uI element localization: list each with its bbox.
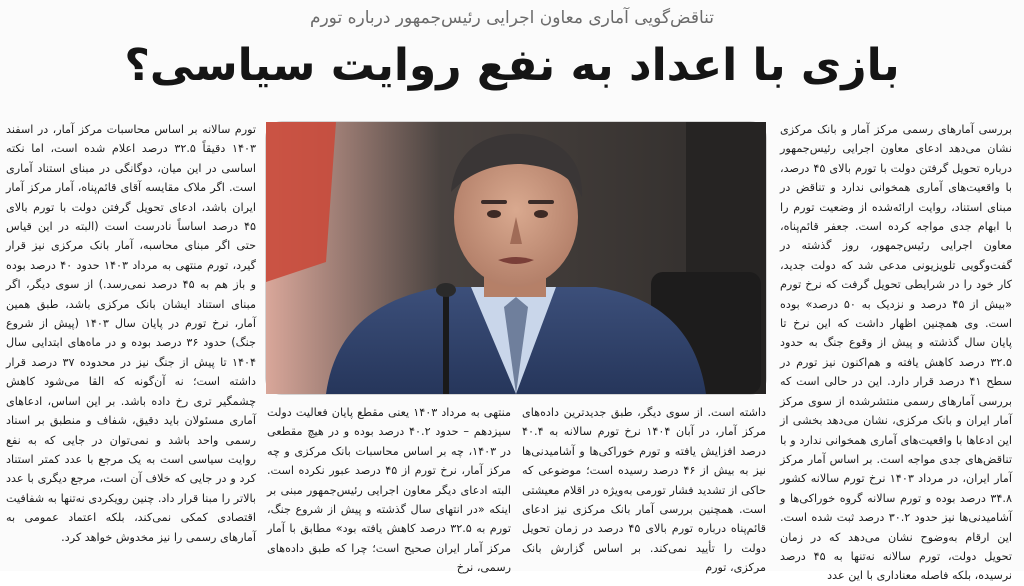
article-photo: [266, 122, 766, 394]
article-kicker: تناقض‌گویی آماری معاون اجرایی رئیس‌جمهور درباره تورم: [309, 8, 715, 28]
article-column-middle-left: [267, 403, 512, 575]
official-portrait-image: [266, 122, 766, 394]
article-column-middle-right: [522, 403, 767, 575]
column-middle-left-text: منتهی به مرداد ۱۴۰۳ یعنی مقطع پایان فعالیت دولت سیزدهم – حدود ۴۰.۲ درصد بوده و در هیچ مقطعی در ۱۴۰۳، چه بر اساس محاسبات بانک مرکزی و چه مرکز آمار، نرخ تورم از ۴۵ درصد عبور نکرده است. البته ادعای دیگر معاون اجرایی رئیس‌جمهور مبنی بر اینکه «در انتهای سال گذشته و پیش از شروع جنگ، تورم به ۳۲.۵ درصد کاهش یافته بود» مطابق با آمار مرکز آمار ایران صحیح است؛ چرا که طبق داده‌های رسمی، نرخ: [267, 406, 512, 575]
column-middle-right-text: داشته است. از سوی دیگر، طبق جدیدترین داده‌های مرکز آمار، در آبان ۱۴۰۴ نرخ تورم سالانه به ۴۰.۴ درصد افزایش یافته و تورم خوراکی‌ها و آشامیدنی‌ها نیز به بیش از ۴۶ درصد رسیده است؛ موضوعی که حاکی از تشدید فشار تورمی به‌ویژه در اقلام معیشتی است. همچنین بررسی آمار بانک مرکزی نیز ادعای قائم‌پناه درباره تورم بالای ۴۵ درصد در زمان تحویل دولت را تأیید نمی‌کند. بر اساس گزارش بانک مرکزی، تورم: [522, 406, 767, 575]
article-headline: بازی با اعداد به نفع روایت سیاسی؟: [124, 40, 900, 91]
article-column-left: [6, 120, 256, 571]
article-column-right: [780, 120, 1013, 583]
column-left-text: تورم سالانه بر اساس محاسبات مرکز آمار، در اسفند ۱۴۰۳ دقیقاً ۳۲.۵ درصد اعلام شده است، اما نکته اساسی در این میان، دوگانگی در مبنای استناد آماری است. اگر ملاک مقایسه آقای قائم‌پناه، آمار مرکز آمار ایران باشد، ادعای تحویل گرفتن دولت با تورم بالای ۴۵ درصد اساساً نادرست است (البته در این قیاس حتی اگر مبنای محاسبه، آمار بانک مرکزی نیز قرار گیرد، تورم منتهی به مرداد ۱۴۰۳ حدود ۴۰ درصد بوده و باز هم به ۴۵ درصد نمی‌رسد.) از سوی دیگر، اگر مبنای استناد ایشان بانک مرکزی باشد، طبق همین آمار، نرخ تورم در پایان سال ۱۴۰۳ (پیش از شروع جنگ) حدود ۳۶ درصد بوده و در ماه‌های ابتدایی سال ۱۴۰۴ تا پیش از جنگ نیز در محدوده ۳۷ درصد قرار داشته است؛ نه آن‌گونه که القا می‌شود کاهش چشمگیر تری رخ داده باشد. بر این اساس، ادعاهای آماری مسئولان باید دقیق، شفاف و منطبق بر اسناد رسمی واحد باشد و نمی‌توان در جایی که به نفع روایت سیاسی است به یک مرجع با عدد کمتر استناد کرد و در جایی که خلاف آن است، مرجع دیگری با عدد بالاتر را مبنا قرار داد. چنین رویکردی نه‌تنها به شفافیت اقتصادی کمکی نمی‌کند، بلکه اعتماد عمومی به آمارهای رسمی را نیز مخدوش خواهد کرد.: [6, 123, 257, 544]
column-right-text: بررسی آمارهای رسمی مرکز آمار و بانک مرکزی نشان می‌دهد ادعای معاون اجرایی رئیس‌جمهور درباره تحویل گرفتن دولت با تورم بالای ۴۵ درصد، با واقعیت‌های آماری همخوانی ندارد و تناقض در مبنای استناد، روایت ارائه‌شده از وضعیت تورم را با ابهام جدی مواجه کرده است. جعفر قائم‌پناه، معاون اجرایی رئیس‌جمهور، روز گذشته در گفت‌وگویی تلویزیونی مدعی شد که دولت جدید، کار خود را در شرایطی تحویل گرفت که نرخ تورم «بیش از ۴۵ درصد و نزدیک به ۵۰ درصد» بوده است. وی همچنین اظهار داشت که این نرخ تا پایان سال گذشته و پیش از وقوع جنگ به حدود ۳۲.۵ درصد کاهش یافته و هم‌اکنون نیز تورم در سطح ۴۱ درصد قرار دارد. این در حالی است که بررسی آمارهای رسمی منتشرشده از سوی مرکز آمار ایران و بانک مرکزی، نشان می‌دهد بخشی از این ادعاها با واقعیت‌های آماری همخوانی ندارد و با تناقض‌های جدی مواجه است. بر اساس آمار مرکز آمار ایران، در مرداد ۱۴۰۳ نرخ تورم سالانه کشور ۳۴.۸ درصد بوده و تورم سالانه گروه خوراکی‌ها و آشامیدنی‌ها نیز حدود ۳۰.۲ درصد ثبت شده است. این ارقام به‌وضوح نشان می‌دهد که در زمان تحویل دولت، تورم سالانه نه‌تنها به ۴۵ درصد نرسیده، بلکه فاصله معناداری با این عدد: [780, 123, 1013, 583]
